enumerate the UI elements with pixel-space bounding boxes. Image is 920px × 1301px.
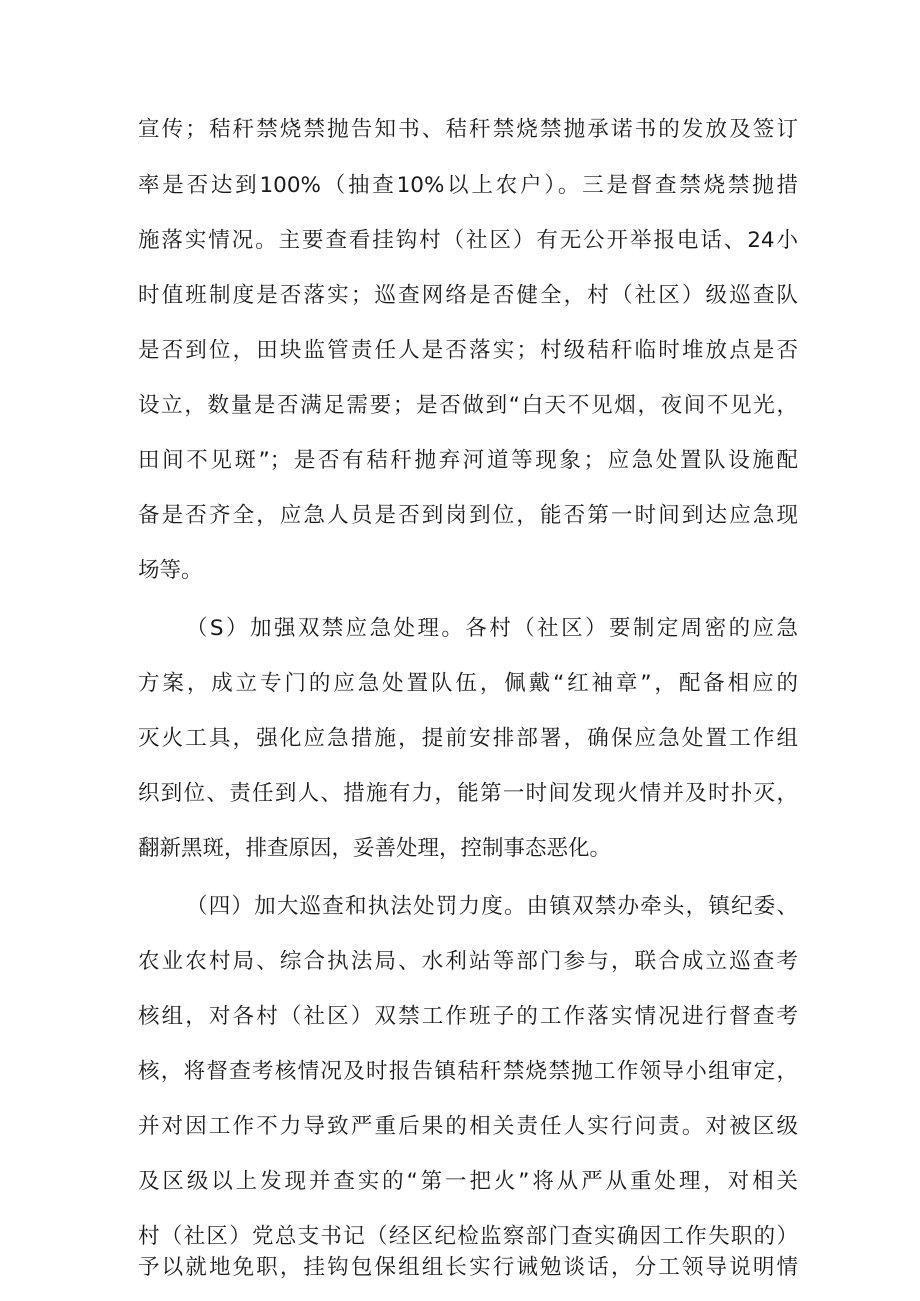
text-line: 备是否齐全，应急人员是否到岗到位，能否第一时间到达应急现 — [138, 503, 798, 528]
text-line: 并对因工作不力导致严重后果的相关责任人实行问责。对被区级 — [138, 1114, 798, 1139]
text-line: 核，将督查考核情况及时报告镇秸秆禁烧禁抛工作领导小组审定， — [138, 1059, 798, 1084]
text-line: 灭火工具，强化应急措施，提前安排部署，确保应急处置工作组 — [138, 726, 798, 751]
text-line: 施落实情况。主要查看挂钩村（社区）有无公开举报电话、24小 — [138, 228, 798, 253]
section-heading-line: （S）加强双禁应急处理。各村（社区）要制定周密的应急 — [186, 616, 798, 641]
text-line: 场等。 — [138, 558, 203, 583]
text-line: 设立，数量是否满足需要；是否做到“白天不见烟，夜间不见光， — [138, 393, 798, 418]
text-line: 及区级以上发现并查实的“第一把火”将从严从重处理，对相关 — [138, 1169, 798, 1194]
text-line: 织到位、责任到人、措施有力，能第一时间发现火情并及时扑灭， — [138, 781, 798, 806]
text-line: 宣传；秸秆禁烧禁抛告知书、秸秆禁烧禁抛承诺书的发放及签订 — [138, 117, 798, 142]
text-line: 农业农村局、综合执法局、水利站等部门参与，联合成立巡查考 — [138, 949, 798, 974]
text-line: 是否到位，田块监管责任人是否落实；村级秸秆临时堆放点是否 — [138, 338, 798, 363]
text-line: 时值班制度是否落实；巡查网络是否健全，村（社区）级巡查队 — [138, 283, 798, 308]
text-line: 率是否达到100%（抽查10%以上农户）。三是督查禁烧禁抛措 — [138, 173, 798, 198]
text-line: 方案，成立专门的应急处置队伍，佩戴“红袖章”，配备相应的 — [138, 671, 798, 696]
text-line: 田间不见斑”；是否有秸秆抛弃河道等现象；应急处置队设施配 — [138, 448, 798, 473]
text-line: 村（社区）党总支书记（经区纪检监察部门查实确因工作失职的） — [138, 1224, 798, 1249]
section-heading-line: （四）加大巡查和执法处罚力度。由镇双禁办牵头，镇纪委、 — [186, 894, 798, 919]
text-line: 予以就地免职，挂钩包保组组长实行诫勉谈话，分工领导说明情 — [138, 1255, 798, 1280]
text-line: 核组，对各村（社区）双禁工作班子的工作落实情况进行督查考 — [138, 1004, 798, 1029]
text-line: 翻新黑斑，排查原因，妥善处理，控制事态恶化。 — [138, 836, 612, 861]
